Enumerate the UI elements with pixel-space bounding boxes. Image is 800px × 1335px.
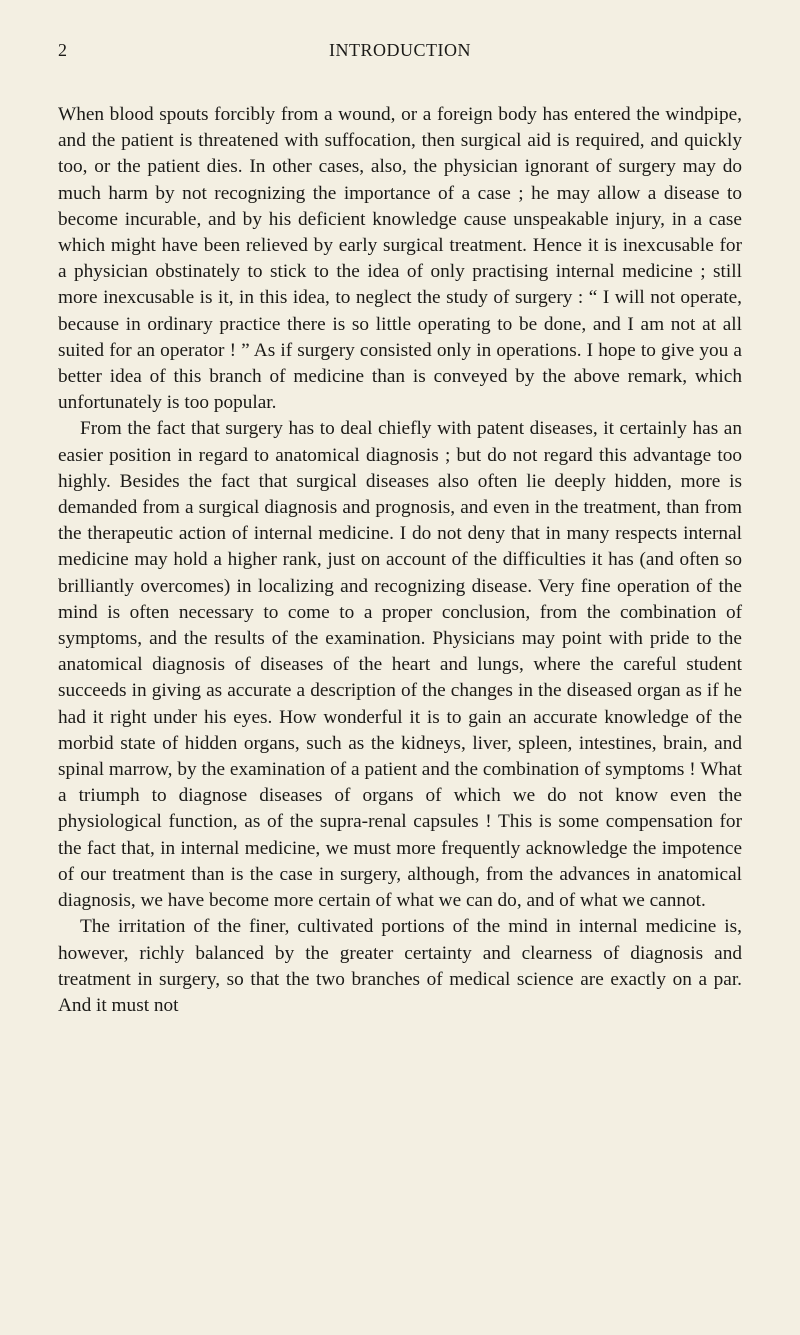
paragraph: The irritation of the finer, cultivated portions of the mind in internal medicine is, however, richly balanced by the greater certainty and clearness of diagnosis and treatment in surgery, so that the two branches of medical science are exactly on a par. And it must not [58,916,742,1016]
running-head: INTRODUCTION [329,40,471,60]
page-number: 2 [58,40,68,60]
paragraph: From the fact that surgery has to deal chiefly with patent diseases, it certainly has an easier position in regard to anatomical diagnosis ; but do not regard this advantage too highly. Besides the fact that surgical diseases also often lie deeply hidden, more is demanded from a surgical diagnosis and prognosis, and even in the treatment, than from the therapeutic action of internal medicine. I do not deny that in many respects internal medicine may hold a higher rank, just on account of the difficulties it has (and often so brilliantly overcomes) in localizing and recognizing disease. Very fine operation of the mind is often necessary to come to a proper conclusion, from the combination of symptoms, and the results of the examination. Physicians may point with pride to the anatomical diagnosis of diseases of the heart and lungs, where the careful student succeeds in giving as accurate a description of the changes in the diseased organ as if he had it right under his eyes. How wonderful it is to gain an accurate knowledge of the morbid state of hidden organs, such as the kidneys, liver, spleen, intestines, brain, and spinal marrow, by the examination of a patient and the combination of symptoms ! What a triumph to diagnose diseases of organs of which we do not know even the physiological function, as of the supra-renal capsules ! This is some compensation for the fact that, in internal medicine, we must more frequently acknowledge the impotence of our treatment than is the case in surgery, although, from the advances in anatomical diagnosis, we have become more certain of what we can do, and of what we cannot. [58,418,742,912]
paragraph: When blood spouts forcibly from a wound, or a foreign body has entered the windpipe, and the patient is threatened with suffocation, then surgical aid is required, and quickly too, or the patient dies. In other cases, also, the physician ignorant of surgery may do much harm by not recognizing the importance of a case ; he may allow a disease to become incurable, and by his deficient knowledge cause unspeakable injury, in a case which might have been relieved by early surgical treatment. Hence it is inexcusable for a physician obstinately to stick to the idea of only practising internal medicine ; still more inexcusable is it, in this idea, to neglect the study of surgery : “ I will not operate, because in ordinary practice there is so little operating to be done, and I am not at all suited for an operator ! ” As if surgery consisted only in operations. I hope to give you a better idea of this branch of medicine than is conveyed by the above remark, which unfortunately is too popular. [58,104,742,414]
body-text [58,102,742,1019]
page-header [58,40,742,74]
